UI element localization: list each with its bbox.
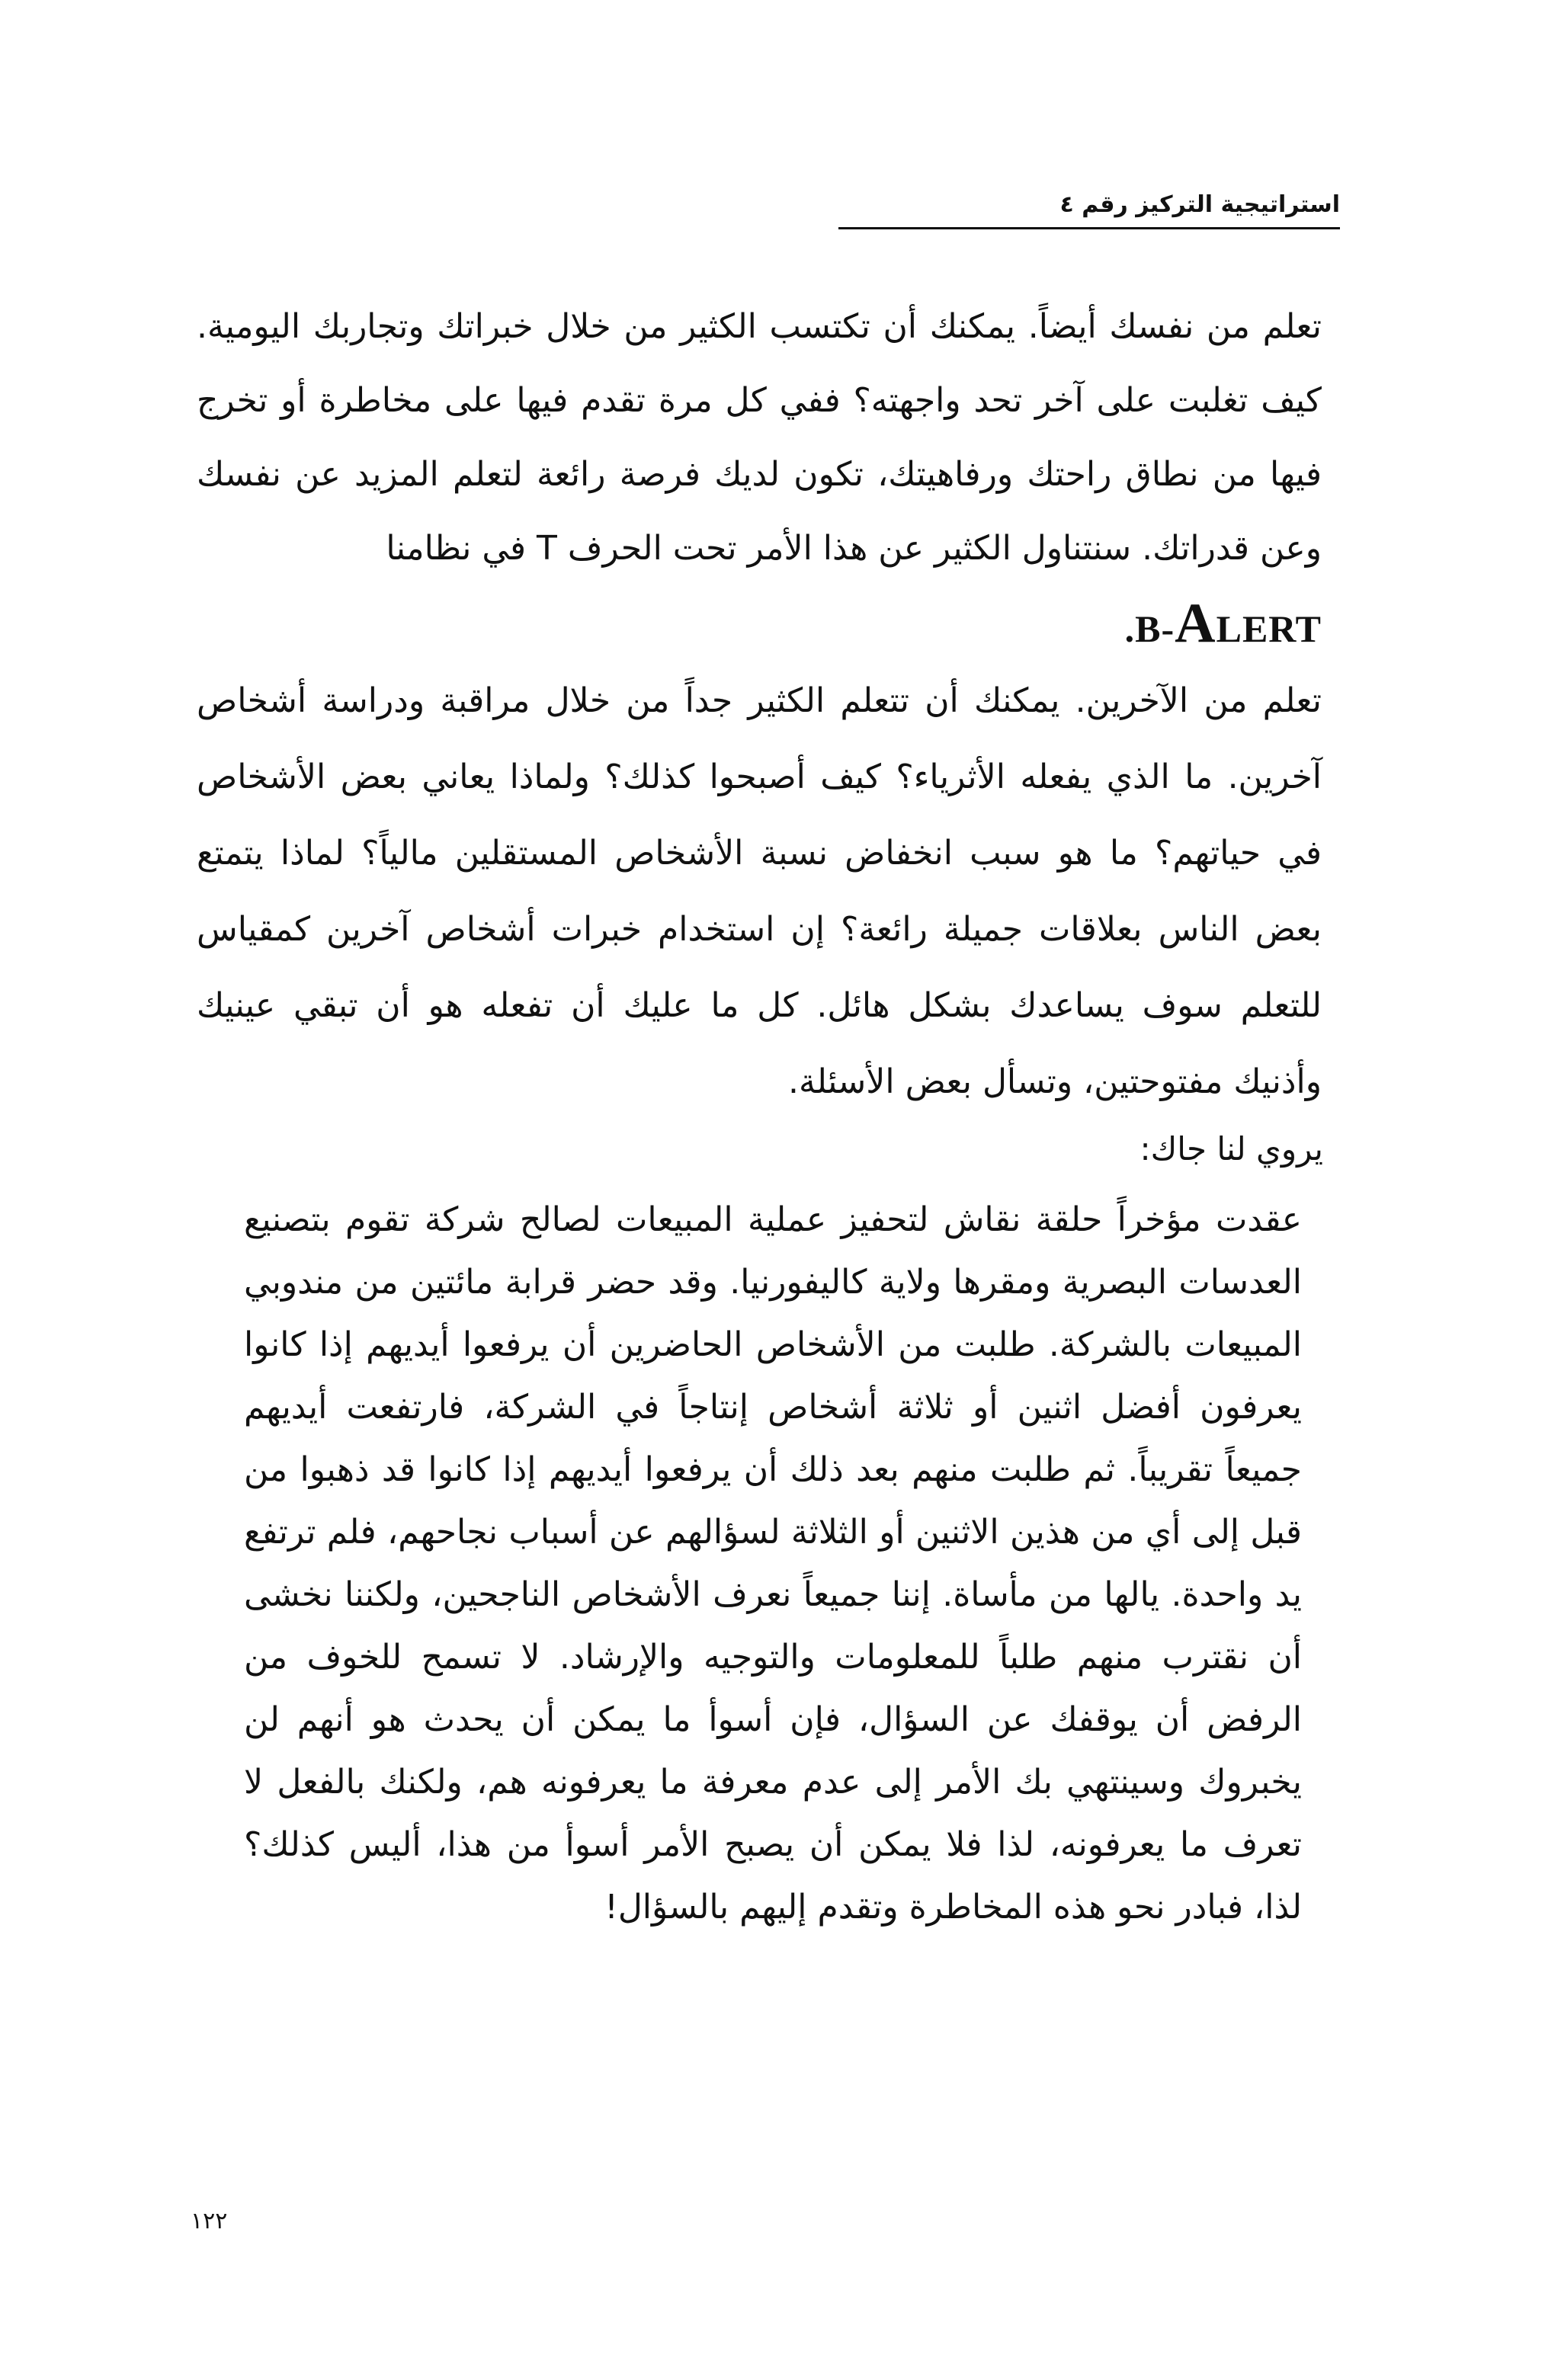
running-header: استراتيجية التركيز رقم ٤ xyxy=(838,186,1340,229)
section-self-learning xyxy=(197,290,1322,667)
alert-initial-letter: A xyxy=(1175,592,1216,655)
paragraph-self-learning: تعلم من نفسك أيضاً. يمكنك أن تكتسب الكثير من خلال خبراتك وتجاربك اليومية. كيف تغلبت على آخر تحد واجهته؟ ففي كل مرة تقدم فيها على مخاطرة أو تخرج فيها من نطاق راحتك ورفاهيتك، تكون لديك فرصة رائعة لتعلم المزيد عن نفسك وعن قدراتك. سنتناول الكثير عن هذا الأمر تحت الحرف T في نظامنا xyxy=(197,307,1322,568)
quote-story xyxy=(244,1189,1302,1939)
paragraph-learn-from-others: تعلم من الآخرين. يمكنك أن تتعلم الكثير جداً من خلال مراقبة ودراسة أشخاص آخرين. ما الذي يفعله الأثرياء؟ كيف أصبحوا كذلك؟ ولماذا يعاني بعض الأشخاص في حياتهم؟ ما هو سبب انخفاض نسبة الأشخاص المستقلين مالياً؟ لماذا يتمتع بعض الناس بعلاقات جميلة رائعة؟ إن استخدام خبرات أشخاص آخرين كمقياس للتعلم سوف يساعدك بشكل هائل. كل ما عليك أن تفعله هو أن تبقي عينيك وأذنيك مفتوحتين، وتسأل بعض الأسئلة. xyxy=(197,681,1322,1101)
quote-intro: يروي لنا جاك: xyxy=(1139,1130,1323,1168)
quote-story-text: عقدت مؤخراً حلقة نقاش لتحفيز عملية المبيعات لصالح شركة تقوم بتصنيع العدسات البصرية ومقرها ولاية كاليفورنيا. وقد حضر قرابة مائتين من مندوبي المبيعات بالشركة. طلبت من الأشخاص الحاضرين أن يرفعوا أيديهم إذا كانوا يعرفون أفضل اثنين أو ثلاثة أشخاص إنتاجاً في الشركة، فارتفعت أيديهم جميعاً تقريباً. ثم طلبت منهم بعد ذلك أن يرفعوا أيديهم إذا كانوا قد ذهبوا من قبل إلى أي من هذين الاثنين أو الثلاثة لسؤالهم عن أسباب نجاحهم، فلم ترتفع يد واحدة. يالها من مأساة. إننا جميعاً نعرف الأشخاص الناجحين، ولكننا نخشى أن نقترب منهم طلباً للمعلومات والتوجيه والإرشاد. لا تسمح للخوف من الرفض أن يوقفك عن السؤال، فإن أسوأ ما يمكن أن يحدث هو أنهم لن يخبروك وسينتهي بك الأمر إلى عدم معرفة ما يعرفونه هم، ولكنك بالفعل لا تعرف ما يعرفونه، لذا فلا يمكن أن يصبح الأمر أسوأ من هذا، أليس كذلك؟ لذا، فبادر نحو هذه المخاطرة وتقدم إليهم بالسؤال! xyxy=(244,1200,1302,1927)
alert-acronym-line xyxy=(197,585,1322,667)
section-learn-from-others xyxy=(197,663,1322,1120)
alert-rest-letters: LERT xyxy=(1216,607,1322,650)
alert-prefix: .B- xyxy=(1124,607,1175,650)
page-number: ١٢٢ xyxy=(191,2208,228,2234)
